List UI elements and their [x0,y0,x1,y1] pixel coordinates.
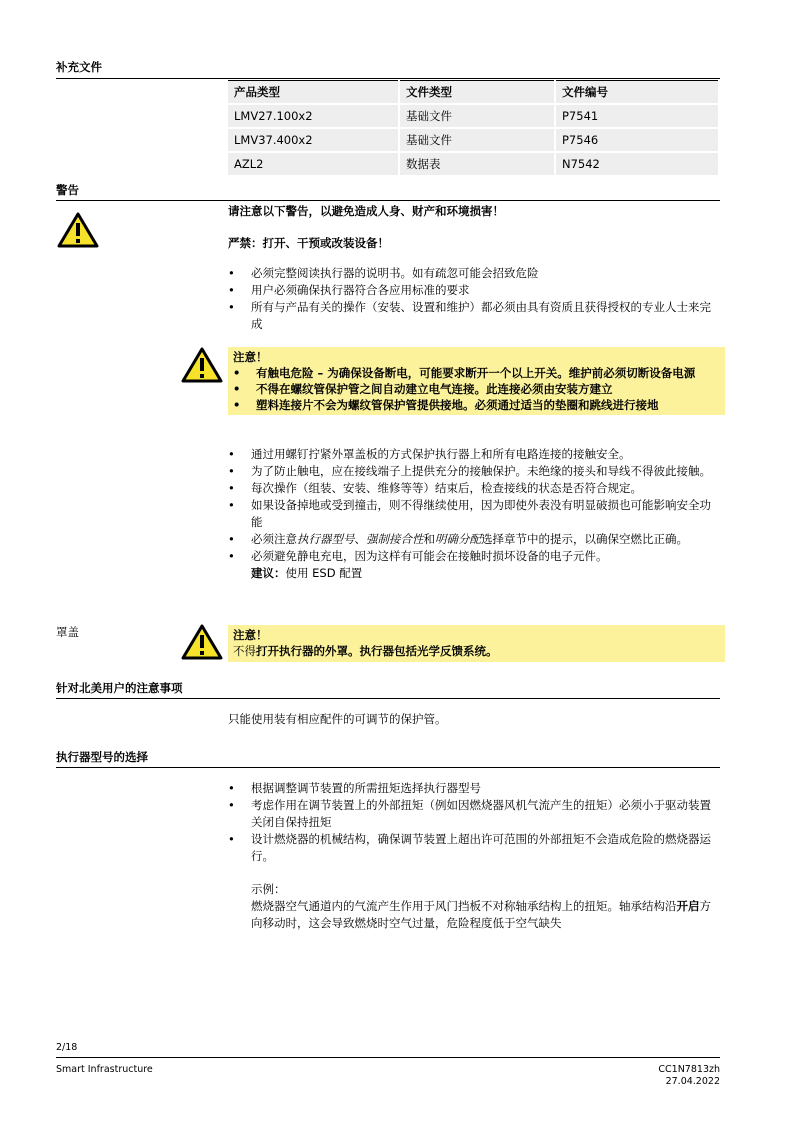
warning-bullets [228,265,713,333]
list-item [228,531,713,548]
table-cell: 基础文件 [399,104,555,128]
caution-item: • 有触电危险 – 为确保设备断电，可能要求断开一个以上开关。维护前必须切断设备电源 [233,365,722,381]
table-cell: 数据表 [399,152,555,176]
list-item: • 用户必须确保执行器符合各应用标准的要求 [228,282,713,299]
list-item: • 根据调整调节装置的所需扭矩选择执行器型号 [228,780,713,797]
section-rule [56,698,720,699]
list-item: • 所有与产品有关的操作（安装、设置和维护）都必须由具有资质且获得授权的专业人士来完成 [228,299,713,333]
text: 选择章节中的提示，以确保空燃比正确。 [481,532,688,546]
text-bold: 开启 [676,899,700,913]
documents-table [228,80,720,177]
section-rule [56,200,720,201]
section-heading-warnings: 警告 [56,183,79,197]
suggestion-label: 建议： [251,566,286,580]
section-rule [56,767,720,768]
table-cell: LMV37.400x2 [228,128,399,152]
example-label: 示例： [251,882,286,896]
warning-triangle-icon [180,623,224,661]
column-header: 文件编号 [555,81,719,105]
text-italic: 执行器型号 [297,532,355,546]
list-item: • 如果设备掉地或受到撞击，则不得继续使用，因为即使外表没有明显破损也可能影响安全功能 [228,497,713,531]
section-heading-supplement: 补充文件 [56,60,102,74]
table-cell: AZL2 [228,152,399,176]
cover-caution-box [228,625,725,662]
warning-triangle-icon [180,346,224,384]
table-row [228,152,719,176]
column-header: 文件类型 [399,81,555,105]
text: 必须注意 [251,532,297,546]
table-cell: N7542 [555,152,719,176]
table-header-row [228,81,719,105]
caution-title: 注意！ [233,350,268,364]
section-rule [56,78,720,79]
safety-bullets [228,446,713,582]
text: 和 [423,532,435,546]
list-item [228,548,713,582]
text: 、 [354,532,366,546]
example-block [228,881,713,932]
caution-title: 注意！ [233,628,268,642]
section-heading-selection: 执行器型号的选择 [56,750,148,764]
page-number: 2/18 [56,1042,78,1053]
list-item: • 设计燃烧器的机械结构，确保调节装置上超出许可范围的外部扭矩不会造成危险的燃烧器运行。 [228,831,713,865]
text-italic: 明确分配 [435,532,481,546]
table-cell: P7541 [555,104,719,128]
table-row [228,104,719,128]
list-item: • 通过用螺钉拧紧外罩盖板的方式保护执行器上和所有电路连接的接触安全。 [228,446,713,463]
list-item: • 每次操作（组装、安装、维修等等）结束后，检查接线的状态是否符合规定。 [228,480,713,497]
warning-prohibition: 严禁：打开、干预或改装设备！ [228,236,389,250]
table-cell: P7546 [555,128,719,152]
caution-box [228,347,725,415]
document-id: CC1N7813zh [658,1064,720,1075]
suggestion-text: 使用 ESD 配置 [285,566,363,580]
table-cell: LMV27.100x2 [228,104,399,128]
cover-label: 罩盖 [56,625,79,639]
column-header: 产品类型 [228,81,399,105]
company-name: Smart Infrastructure [56,1064,153,1075]
list-item: • 为了防止触电，应在接线端子上提供充分的接触保护。未绝缘的接头和导线不得彼此接触。 [228,463,713,480]
cover-caution-text [233,643,722,659]
section-heading-north-america: 针对北美用户的注意事项 [56,681,183,695]
warning-triangle-icon [56,211,100,249]
list-item: • 考虑作用在调节装置上的外部扭矩（例如因燃烧器风机气流产生的扭矩）必须小于驱动装置关闭自保持扭矩 [228,797,713,831]
list-item: • 必须完整阅读执行器的说明书。如有疏忽可能会招致危险 [228,265,713,282]
selection-bullets [228,780,713,932]
footer-rule [56,1057,720,1058]
document-date: 27.04.2022 [665,1076,720,1087]
text: 不得 [233,644,256,658]
table-cell: 基础文件 [399,128,555,152]
na-note: 只能使用装有相应配件的可调节的保护管。 [228,712,447,726]
text: 方向移动时，这会导致燃烧时空气过量，危险程度低于空气缺失 [251,899,711,930]
text-bold: 打开执行器的外罩。执行器包括光学反馈系统。 [256,644,498,658]
example-text [251,898,713,932]
caution-item: • 塑料连接片不会为螺纹管保护管提供接地。必须通过适当的垫圈和跳线进行接地 [233,397,722,413]
text-italic: 强制接合性 [366,532,424,546]
text: 燃烧器空气通道内的气流产生作用于风门挡板不对称轴承结构上的扭矩。轴承结构沿 [251,899,677,913]
caution-item: • 不得在螺纹管保护管之间自动建立电气连接。此连接必须由安装方建立 [233,381,722,397]
table-row [228,128,719,152]
warning-intro: 请注意以下警告，以避免造成人身、财产和环境损害！ [228,204,504,218]
text: 必须避免静电充电，因为这样有可能会在接触时损坏设备的电子元件。 [251,549,608,563]
